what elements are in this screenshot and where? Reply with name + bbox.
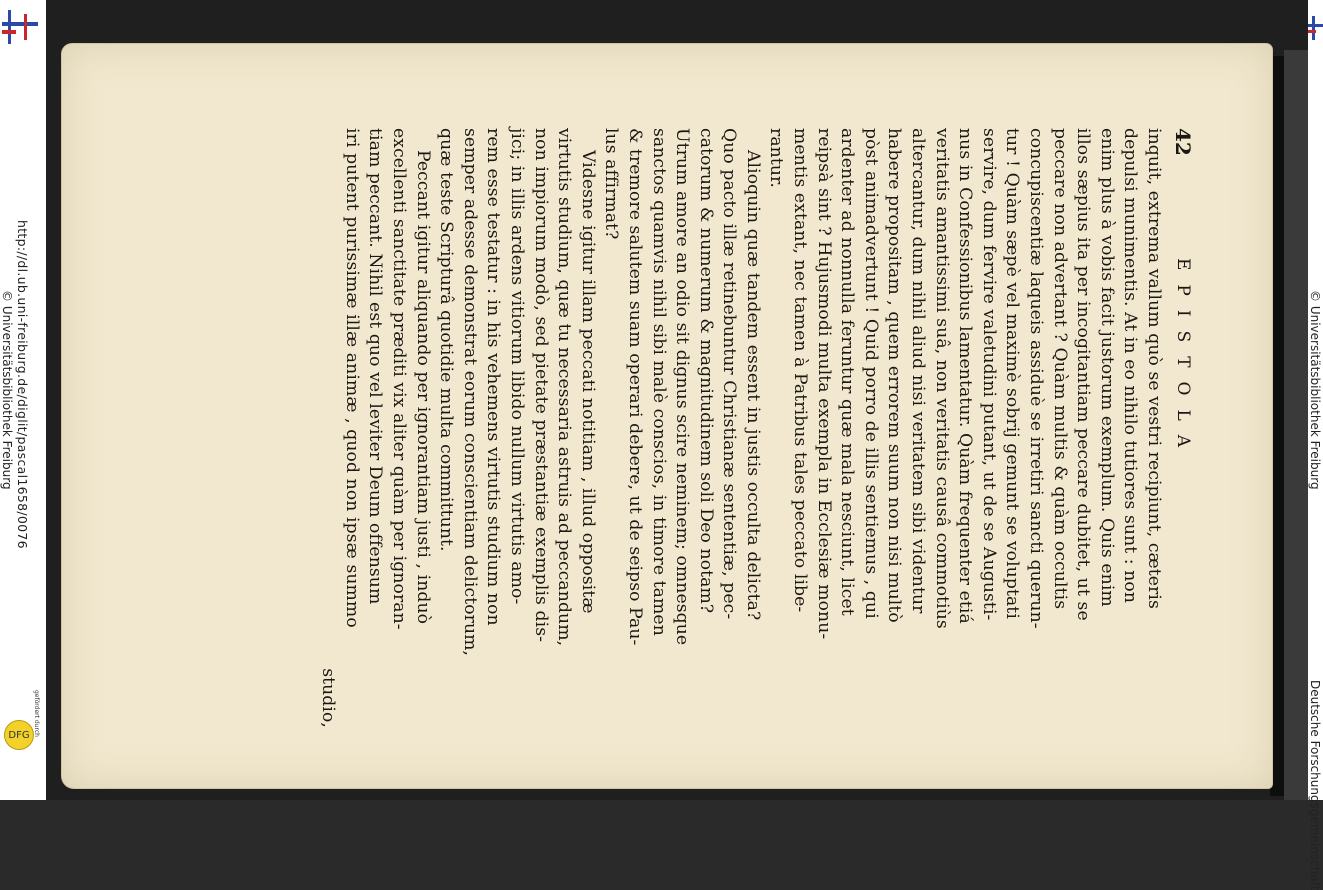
text-line: semper adesse demonstrat eorum conscientiam delictorum, — [459, 128, 480, 657]
text-line: rantur. — [766, 128, 787, 188]
text-line: studio, — [318, 668, 339, 728]
text-line: ardenter ad nonnulla feruntur quæ mala nesciunt, licet — [837, 128, 858, 616]
text-line: nus in Confessionibus lamentatur. Quàm frequenter etiá — [955, 128, 976, 624]
text-line: tiam peccant. Nihil est quo vel leviter Deum offensum — [365, 128, 386, 605]
text-line: jici; in illis ardens vitiorum libido nullum virtutis amo- — [506, 128, 527, 605]
text-line: mentis extant, nec tamen à Patribus tales peccato libe- — [790, 128, 811, 613]
text-line: lus affirmat? — [601, 128, 622, 240]
text-line: servire, dum fervire valetudini putant, ut de se Augusti- — [978, 128, 999, 621]
text-line: non impiorum modò, sed pietate præstantiæ exemplis dis- — [530, 128, 551, 643]
page-text-block — [318, 128, 1195, 728]
text-line: Peccant igitur aliquando per ignorantiam justi , induò — [412, 150, 433, 625]
text-line: inquit, extrema vallum quò se vestri recipiunt, cæteris — [1144, 128, 1164, 609]
page-number: 42 — [1171, 128, 1195, 156]
text-line: catorum & numerum & magnitudinem soli Deo notam? — [695, 128, 716, 614]
text-line: enim plus à vobis facit justorum exemplum. Quis enim — [1096, 128, 1117, 607]
text-line: reipsà sint ? Hujusmodi multa exempla in Ecclesiæ monu- — [813, 128, 834, 640]
text-line: depulsi munimentis. At in eo nihilo tutiores sunt : non — [1120, 128, 1141, 604]
text-line: excellenti sanctitate præditi vix aliter quàm per ignoran- — [389, 128, 409, 630]
text-line: altercantur, dum nihil aliud nisi veritatem sibi videntur — [908, 128, 929, 614]
text-line: illos sæpius ita per incogitantiam peccare dubitet, ut se — [1073, 128, 1094, 621]
copyright-notice — [0, 290, 14, 510]
text-line: peccare non advertant ? Quàm multis & quàm occultis — [1049, 128, 1070, 610]
text-line: habere propositam , quem errorem suum non nisi multò — [884, 128, 905, 623]
text-line: Alioquin quæ tandem essent in justis occulta delicta? — [742, 150, 763, 621]
text-line: concupiscentiæ laqueis assiduè se irretiri sancti querun- — [1026, 128, 1047, 629]
library-logo-icon — [1308, 16, 1323, 40]
library-logo-icon — [2, 10, 38, 44]
text-line: veritatis amantissimi suâ, non veritatis causâ commotiùs — [931, 128, 952, 629]
right-funder-notice — [1308, 680, 1323, 890]
right-copyright-notice — [1308, 290, 1323, 550]
text-lines — [316, 128, 1165, 728]
text-line: Videsne igitur illam peccati notitiam , illud oppositæ — [577, 150, 598, 614]
text-line: virtutis studium, quæ tu necessaria astruis ad peccandum, — [554, 128, 575, 647]
left-sidebar — [0, 0, 46, 800]
text-line: Quo pacto illæ retinebuntur Christianæ sententiæ, pec- — [719, 128, 740, 620]
text-line: iri putent purissimæ illæ animæ , quod non ipsæ summo — [341, 128, 362, 628]
page-header — [1165, 128, 1195, 728]
running-head: EPISTOLA — [1173, 258, 1193, 462]
document-url-text: http://dl.ub.uni-freiburg.de/diglit/pascal1658/0076 — [15, 220, 30, 549]
funder-logo-icon — [4, 720, 34, 750]
copyright-text: © Universitätsbibliothek Freiburg — [0, 290, 14, 490]
text-line: Utrum amore an odio sit dignus scire neminem; omnesque — [672, 128, 693, 646]
text-line: rem esse testatur : in his vehemens virtutis studium non — [483, 128, 504, 626]
funded-by-text: gefördert durch — [33, 690, 40, 737]
text-line: quæ teste Scripturâ quotidie multa committunt. — [436, 128, 457, 552]
funder-logo-text: DFG — [8, 729, 30, 741]
right-copyright-text: © Universitätsbibliothek Freiburg — [1308, 290, 1322, 490]
right-funder-text: Deutsche Forschungsgemeinschaft — [1308, 680, 1322, 890]
right-sidebar — [1308, 0, 1323, 890]
page-border — [1284, 50, 1308, 800]
text-line: sanctos quamvis nihil sibi malè conscios, in timore tamen — [648, 128, 669, 636]
text-line: & tremore salutem suam operari debere, ut de seipso Pau- — [624, 128, 645, 646]
text-line: pòst animadvertunt ! Quid porro de illis sentiemus , qui — [860, 128, 881, 619]
page-edge-shadow — [1270, 56, 1284, 796]
text-line: tur ! Quàm sæpè vel maximè sobrij gemunt se voluptati — [1002, 128, 1023, 619]
